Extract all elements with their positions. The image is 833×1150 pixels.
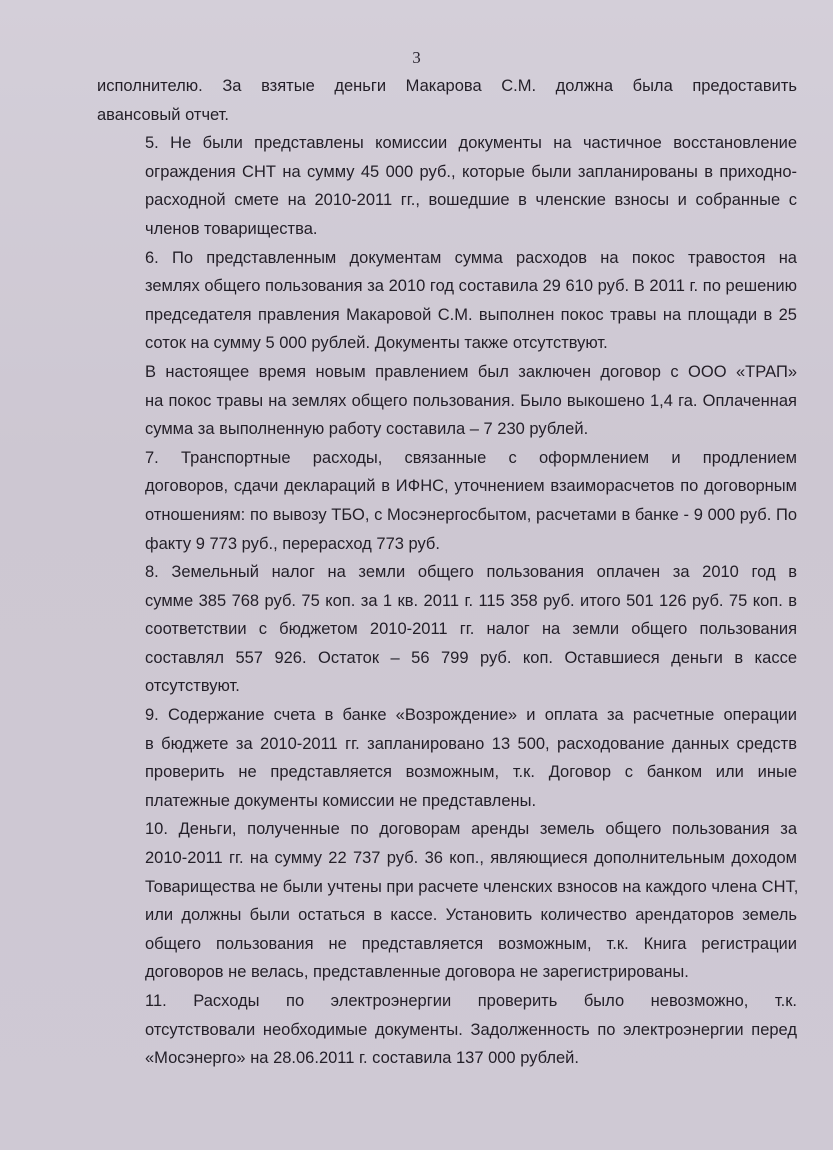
text-line: платежные документы комиссии не представлены. [145, 791, 537, 810]
text-line: отсутствовали необходимые документы. Задолженность по электроэнергии перед [145, 1020, 797, 1039]
text-line: на покос травы на землях общего пользования. Было выкошено 1,4 га. Оплаченная [145, 391, 797, 410]
text-line: «Мосэнерго» на 28.06.2011 г. составила 137 000 рублей. [145, 1049, 579, 1068]
text-line: авансовый отчет. [97, 105, 229, 124]
text-line: договоров, сдачи деклараций в ИФНС, уточнением взаиморасчетов по договорным [145, 477, 797, 496]
text-line: членов товарищества. [145, 219, 318, 238]
text-line: отношениям: по вывозу ТБО, с Мосэнергосбытом, расчетами в банке - 9 000 руб. По [145, 505, 797, 524]
text-line: 11. Расходы по электроэнергии проверить было невозможно, т.к. [145, 992, 797, 1010]
text-line: или должны были остаться в кассе. Установить количество арендаторов земель [145, 906, 797, 925]
text-line: договоров не велась, представленные договора не зарегистрированы. [145, 963, 689, 982]
text-line: 10. Деньги, полученные по договорам аренды земель общего пользования за [145, 820, 797, 839]
text-line: 5. Не были представлены комиссии документы на частичное восстановление [145, 134, 797, 153]
text-line: сумме 385 768 руб. 75 коп. за 1 кв. 2011 г. 115 358 руб. итого 501 126 руб. 75 коп. в [145, 591, 797, 610]
text-line: 9. Содержание счета в банке «Возрождение» и оплата за расчетные операции [145, 706, 797, 725]
text-line: соток на сумму 5 000 рублей. Документы также отсутствуют. [145, 334, 608, 353]
text-line: исполнителю. За взятые деньги Макарова С.М. должна была предоставить [97, 77, 797, 95]
page-number: 3 [412, 48, 421, 67]
text-line: сумма за выполненную работу составила – 7 230 рублей. [145, 420, 589, 439]
text-line: 7. Транспортные расходы, связанные с оформлением и продлением [145, 448, 797, 467]
text-line: Товарищества не были учтены при расчете членских взносов на каждого члена СНТ, [145, 877, 799, 896]
text-line: соответствии с бюджетом 2010-2011 гг. налог на земли общего пользования [145, 620, 797, 639]
text-line: В настоящее время новым правлением был заключен договор с ООО «ТРАП» [145, 362, 797, 381]
text-line: расходной смете на 2010-2011 гг., вошедшие в членские взносы и собранные с [145, 191, 797, 210]
paragraph-p9 [97, 701, 797, 815]
paragraph-p8 [97, 558, 797, 701]
paragraph-p11 [97, 987, 797, 1073]
text-line: составлял 557 926. Остаток – 56 799 руб. коп. Оставшиеся деньги в кассе [145, 648, 797, 667]
paragraph-p5 [97, 129, 797, 243]
paragraph-p6b [97, 358, 797, 444]
paragraph-p10 [97, 815, 797, 987]
text-line: землях общего пользования за 2010 год составила 29 610 руб. В 2011 г. по решению [145, 277, 797, 296]
text-line: общего пользования не представляется возможным, т.к. Книга регистрации [145, 934, 797, 953]
document-body [97, 72, 797, 1073]
text-line: 8. Земельный налог на земли общего пользования оплачен за 2010 год в [145, 563, 797, 582]
text-line: ограждения СНТ на сумму 45 000 руб., которые были запланированы в приходно- [145, 162, 797, 181]
text-line: в бюджете за 2010-2011 гг. запланировано 13 500, расходование данных средств [145, 734, 797, 753]
text-line: 2010-2011 гг. на сумму 22 737 руб. 36 коп., являющиеся дополнительным доходом [145, 849, 797, 868]
text-line: 6. По представленным документам сумма расходов на покос травостоя на [145, 248, 797, 267]
text-line: факту 9 773 руб., перерасход 773 руб. [145, 534, 440, 553]
paragraph-p7 [97, 444, 797, 558]
text-line: председателя правления Макаровой С.М. выполнен покос травы на площади в 25 [145, 305, 797, 324]
text-line: проверить не представляется возможным, т.к. Договор с банком или иные [145, 763, 797, 782]
paragraph-p6 [97, 244, 797, 358]
paragraph-p-intro [97, 72, 797, 129]
text-line: отсутствуют. [145, 677, 240, 696]
